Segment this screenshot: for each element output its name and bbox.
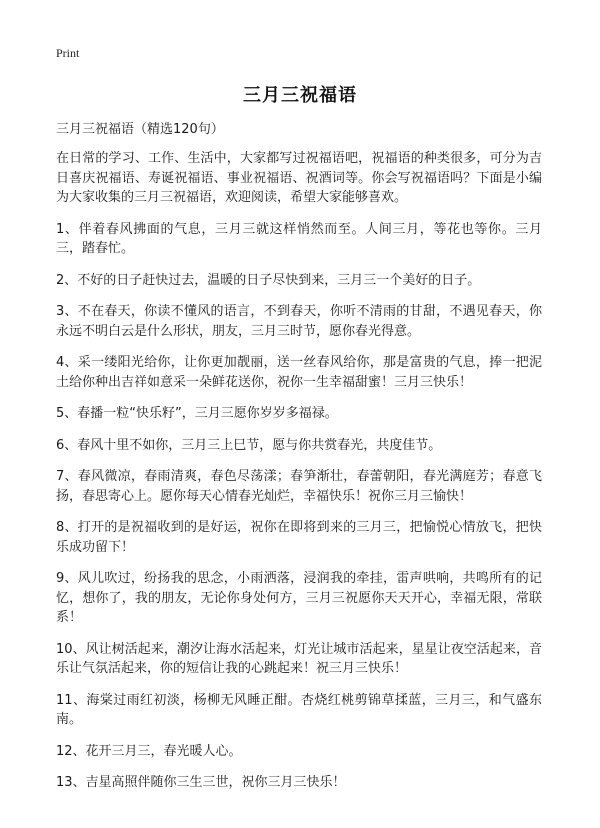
list-item: 6、春风十里不如你，三月三上巳节，愿与你共赏春光，共度佳节。 [56, 437, 442, 453]
list-item: 1、伴着春风拂面的气息，三月三就这样悄然而至。人间三月，等花也等你。三月三，踏春忙。 [56, 221, 542, 256]
print-link[interactable]: Print [56, 46, 80, 60]
list-item: 7、春风微凉，春雨清爽，春色尽荡漾；春笋渐壮，春蕾朝阳，春光满庭芳；春意飞扬，春思寄心上。愿你每天心情春光灿烂，幸福快乐！祝你三月三愉快！ [56, 469, 542, 504]
list-item: 3、不在春天，你读不懂风的语言，不到春天，你听不清雨的甘甜，不遇见春天，你永远不明白云是什么形状，朋友，三月三时节，愿你春光得意。 [56, 304, 542, 339]
list-item: 13、吉星高照伴随你三生三世，祝你三月三快乐！ [56, 775, 346, 790]
list-item: 5、春播一粒“快乐籽”，三月三愿你岁岁多福禄。 [56, 406, 338, 421]
list-item: 4、采一缕阳光给你，让你更加靓丽，送一丝春风给你，那是富贵的气息，捧一把泥土给你种出吉祥如意采一朵鲜花送你，祝你一生幸福甜蜜！三月三快乐！ [56, 355, 542, 390]
list-item: 9、风儿吹过，纷扬我的思念，小雨洒落，浸润我的牵挂，雷声哄响，共鸣所有的记忆，想你了，我的朋友，无论你身处何方，三月三祝愿你天天开心，幸福无限，常联系！ [56, 571, 542, 625]
list-item: 8、打开的是祝福收到的是好运，祝你在即将到来的三月三，把愉悦心情放飞，把快乐成功留下！ [56, 520, 542, 555]
article-subtitle: 三月三祝福语（精选120句） [56, 122, 224, 137]
list-item: 2、不好的日子赶快过去，温暖的日子尽快到来，三月三一个美好的日子。 [56, 272, 481, 288]
list-item: 10、风让树活起来，潮汐让海水活起来，灯光让城市活起来，星星让夜空活起来，音乐让气氛活起来，你的短信让我的心跳起来！祝三月三快乐！ [56, 641, 542, 676]
list-item: 11、海棠过雨红初淡，杨柳无风睡正酣。杏烧红桃剪锦草揉蓝，三月三，和气盛东南。 [56, 692, 542, 727]
list-item: 12、花开三月三，春光暖人心。 [56, 743, 242, 759]
article-body [56, 120, 542, 805]
intro-paragraph: 在日常的学习、工作、生活中，大家都写过祝福语吧，祝福语的种类很多，可分为吉日喜庆祝福语、寿诞祝福语、事业祝福语、祝酒词等。你会写祝福语吗？下面是小编为大家收集的三月三祝福语，欢迎阅读，希望大家能够喜欢。 [56, 151, 542, 205]
page-title: 三月三祝福语 [243, 85, 357, 106]
